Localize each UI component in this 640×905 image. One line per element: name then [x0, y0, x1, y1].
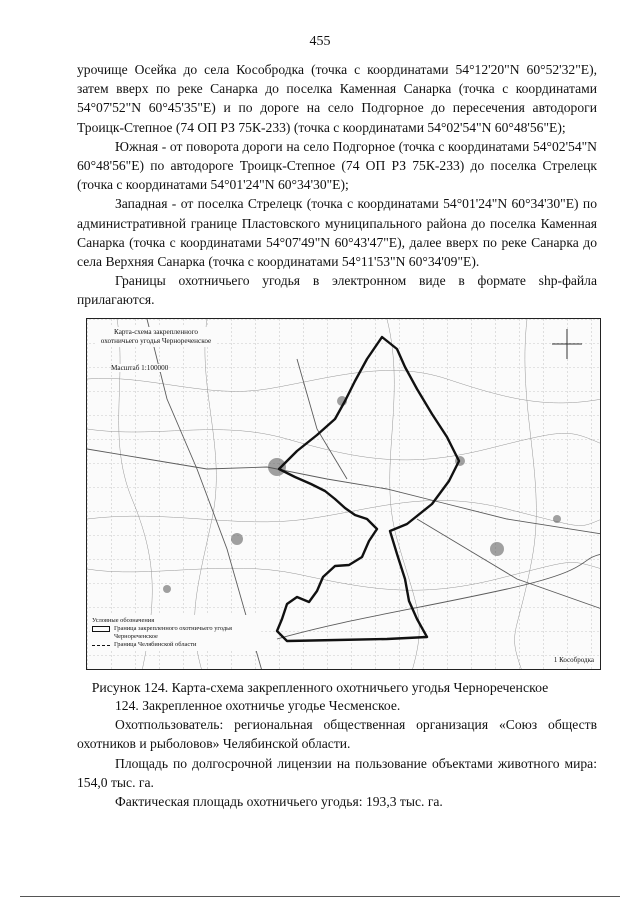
paragraph: Охотпользователь: региональная общественная организация «Союз обществ охотников и рыболовов» Челябинской области. — [77, 717, 597, 752]
map-place-label: 1 Кособродка — [553, 656, 594, 664]
paragraph: Площадь по долгосрочной лицензии на пользование объектами животного мира: 154,0 тыс. га. — [77, 755, 597, 790]
map-figure — [86, 318, 601, 670]
paragraph: Фактическая площадь охотничьего угодья: 193,3 тыс. га. — [115, 794, 443, 810]
page-number: 455 — [309, 34, 331, 49]
legend-label: Граница Челябинской области — [114, 641, 197, 648]
page-bottom-rule — [20, 896, 620, 897]
paragraph: урочище Осейка до села Кособродка (точка с координатами 54°12'20"N 60°52'32"Е), затем вверх по реке Санарка до поселка Каменная Санарка (точка с координатами 54°07'52"N 60°45'35"Е) и по дороге на село Подгорное до пересечения автодороги Троицк-Степное (74 ОП РЗ 75К-233) (точка с координатами 54°02'54"N 60°48'56"Е); — [77, 62, 597, 135]
body-text-bottom — [77, 696, 597, 811]
paragraph: Южная - от поворота дороги на село Подгорное (точка с координатами 54°02'54"N 60°48'56"Е) по автодороге Троицк-Степное (74 ОП РЗ 75К-233) до поселка Стрелецк (точка с координатами 54°01'24"N 60°34'30"Е); — [77, 138, 597, 193]
body-text-top — [77, 60, 597, 310]
legend-title: Условные обозначения — [92, 617, 155, 624]
paragraph: 124. Закрепленное охотничье угодье Чесменское. — [115, 698, 401, 713]
figure-caption: Рисунок 124. Карта-схема закрепленного охотничьего угодья Чернореченское — [91, 680, 549, 695]
legend-label: Граница закрепленного охотничьего угодья Чернореченское — [114, 625, 232, 640]
map-title: Карта-схема закрепленного охотничьего угодья Чернореченское — [95, 327, 217, 347]
paragraph: Границы охотничьего угодья в электронном виде в формате shp-файла прилагаются. — [77, 273, 597, 308]
map-legend — [90, 615, 259, 651]
paragraph: Западная - от поселка Стрелецк (точка с координатами 54°01'24"N 60°34'30"Е) по административной границе Пластовского муниципального района до поселка Каменная Санарка (точка с координатами 54°07'49"N 60°43'47"Е), далее вверх по реке Санарка до села Верхняя Санарка (точка с координатами 54°11'53"N 60°34'09"Е). — [77, 196, 597, 270]
legend-item — [92, 625, 257, 641]
map-scale: Масштаб 1:100000 — [111, 364, 169, 372]
legend-item — [92, 641, 257, 649]
boundary-swatch-icon — [92, 626, 110, 632]
region-border-swatch-icon — [92, 645, 110, 646]
